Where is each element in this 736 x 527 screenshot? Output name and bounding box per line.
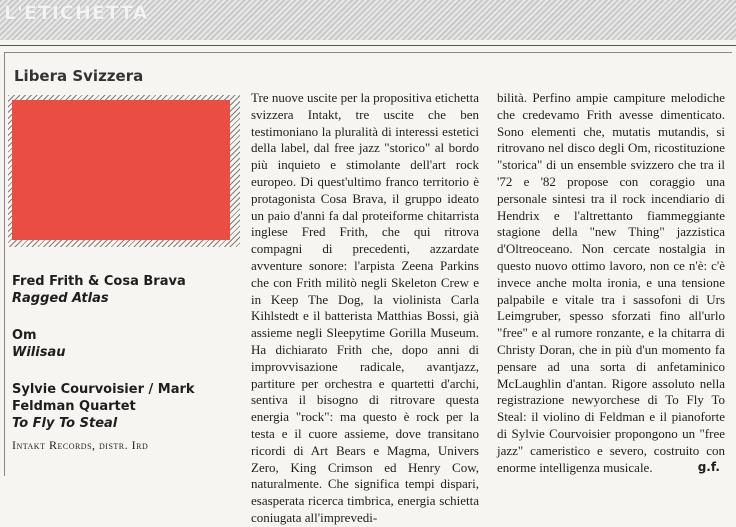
- article-title: Libera Svizzera: [14, 67, 144, 85]
- album-title: Wilisau: [12, 345, 66, 360]
- album-entry: [12, 381, 237, 432]
- header-rule: [0, 45, 736, 46]
- album-entry: [12, 273, 186, 307]
- author-signature: g.f.: [697, 460, 720, 474]
- article-column-1: Tre nuove uscite per la propositiva etichetta svizzera Intakt, tre uscite che ben testimoniano la pluralità di interessi estetici della label, dal free jazz "storico" al bordo più inquieto e stimolante dell'art rock europeo. Di quest'ultimo franco territorio è protagonista Cosa Brava, il gruppo ideato un paio d'anni fa dal proteiforme chitarrista inglese Fred Frith, che qui ritrova compagni di precedenti, azzardate avventure sonore: l'arpista Zeena Parkins che con Frith militò negli Skeleton Crew e in Keep The Dog, la violinista Carla Kihlstedt e il batterista Matthias Bossi, già assieme negli Sleepytime Gorilla Museum. Ha dichiarato Frith che, dopo anni di improvvisazione radicale, avantjazz, partiture per orchestra e quartetti d'archi, sentiva il bisogno di ritrovare questa energia "rock": ma questo è rock per la testa e il cuore assieme, dove transitano ricordi di Art Bears e Magma, Univers Zero, King Crimson ed Henry Cow, naturalmente. Che significa tempi dispari, esasperata ricerca timbrica, energia schietta coniugata all'imprevedi-: [251, 90, 479, 525]
- section-header-band: [0, 0, 736, 40]
- section-title: L'ETICHETTA: [4, 2, 149, 24]
- album-title: To Fly To Steal: [12, 416, 118, 431]
- album-artist: Fred Frith & Cosa Brava: [12, 274, 186, 289]
- album-cover-image: [12, 100, 230, 240]
- record-label: Intakt Records, distr. Ird: [12, 438, 149, 452]
- album-title: Ragged Atlas: [12, 291, 109, 306]
- album-artist: Om: [12, 328, 37, 343]
- album-artist: Sylvie Courvoisier / Mark Feldman Quartet: [12, 382, 195, 414]
- album-entry: [12, 327, 65, 361]
- article-column-2: bilità. Perfino ampie campiture melodiche che credevamo Frith avesse dimenticato. Sono elementi che, mutatis mutandis, si ritrovano nel disco degli Om, ricostituzione "storica" di un ensemble svizzero che tra il '72 e '82 propose con coraggio una personale sintesi tra il rock incendiario di Hendrix e l'altrettanto fiammeggiante stagione della "new Thing" jazzistica d'Oltreoceano. Non cercate nostalgia in questo nuovo ottimo lavoro, non ce n'è: c'è invece anche molta ironia, e una tensione palpabile e vitale tra i sassofoni di Urs Leimgruber, spesso sforzati fino all'urlo "free" e al rumore ronzante, e la chitarra di Christy Doran, che in più d'un momento fa pensare ad una sorta di anfetaminico McLaughlin d'antan. Rigore assoluto nella registrazione newyorchese di To Fly To Steal: il violino di Feldman e il pianoforte di Sylvie Courvoisier propongono un "free jazz" cameristico e severo, costruito con enorme intelligenza musicale.: [497, 90, 725, 475]
